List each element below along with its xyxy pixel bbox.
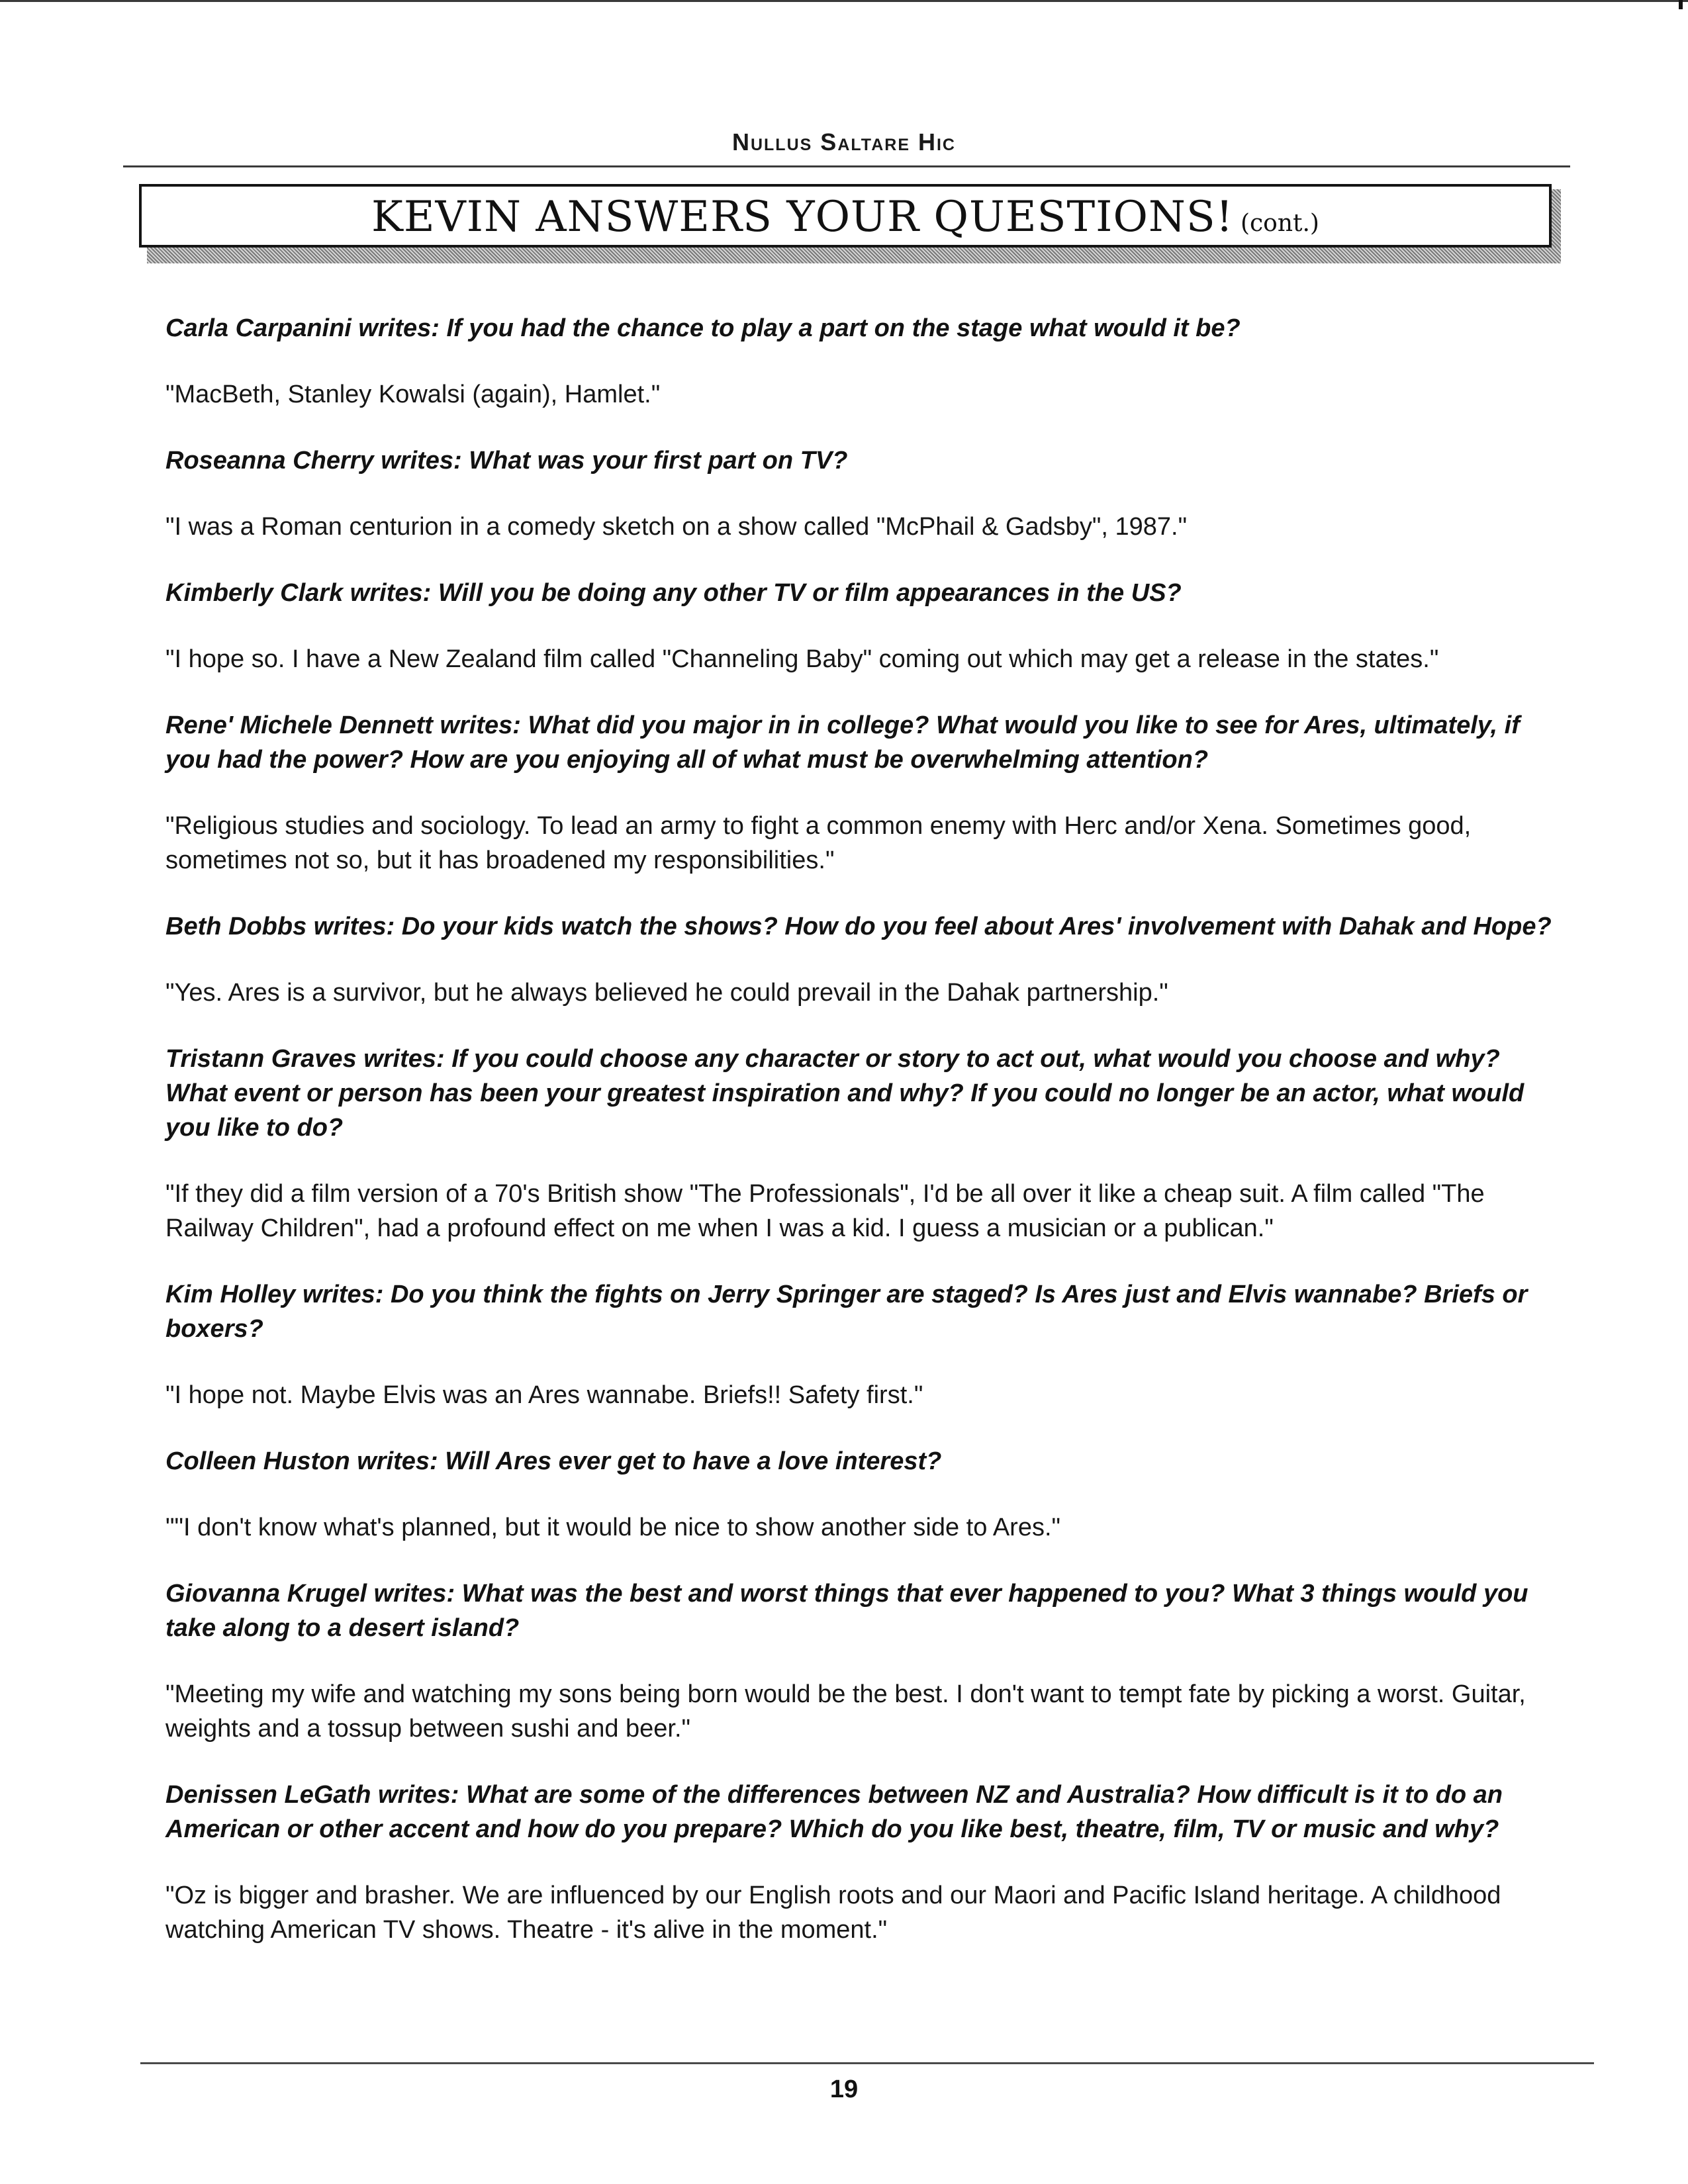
header-rule	[123, 165, 1570, 167]
qa-item	[165, 443, 1562, 544]
page-title: KEVIN ANSWERS YOUR QUESTIONS!	[371, 193, 1234, 242]
qa-item	[165, 1444, 1562, 1545]
question: Roseanna Cherry writes: What was your first part on TV?	[165, 447, 848, 475]
answer: "Yes. Ares is a survivor, but he always believed he could prevail in the Dahak partnership."	[165, 979, 1168, 1007]
question: Kimberly Clark writes: Will you be doing any other TV or film appearances in the US?	[165, 579, 1182, 607]
question: Giovanna Krugel writes: What was the best and worst things that ever happened to you? What 3 things would you take along to a desert island?	[165, 1580, 1528, 1642]
question: Kim Holley writes: Do you think the fights on Jerry Springer are staged? Is Ares just and Elvis wannabe? Briefs or boxers?	[165, 1281, 1528, 1343]
question: Rene' Michele Dennett writes: What did you major in in college? What would you like to see for Ares, ultimately, if you had the power? How are you enjoying all of what must be overwhelming attention?	[165, 711, 1520, 774]
page-title-continued: (cont.)	[1240, 210, 1319, 237]
answer: "Religious studies and sociology. To lead an army to fight a common enemy with Herc and/or Xena. Sometimes good, sometimes not so, but it has broadened my responsibilities."	[165, 812, 1472, 874]
question: Colleen Huston writes: Will Ares ever get to have a love interest?	[165, 1447, 942, 1475]
footer-rule	[140, 2062, 1594, 2064]
top-scan-mark	[1679, 0, 1683, 9]
qa-item	[165, 311, 1562, 412]
running-head: Nullus Saltare Hic	[731, 128, 956, 156]
qa-item	[165, 1042, 1562, 1246]
title-box	[139, 184, 1552, 248]
qa-item	[165, 1277, 1562, 1412]
qa-item	[165, 576, 1562, 676]
qa-item	[165, 1576, 1562, 1746]
qa-item	[165, 909, 1562, 1010]
answer: "I hope so. I have a New Zealand film called "Channeling Baby" coming out which may get a release in the states."	[165, 645, 1439, 673]
answer: "I hope not. Maybe Elvis was an Ares wannabe. Briefs!! Safety first."	[165, 1381, 923, 1409]
answer: "Meeting my wife and watching my sons being born would be the best. I don't want to tempt fate by picking a worst. Guitar, weights and a tossup between sushi and beer."	[165, 1680, 1526, 1743]
page-number: 19	[829, 2075, 859, 2103]
answer: "Oz is bigger and brasher. We are influenced by our English roots and our Maori and Pacific Island heritage. A childhood watching American TV shows. Theatre - it's alive in the moment."	[165, 1882, 1501, 1944]
qa-item	[165, 708, 1562, 878]
title-box-shadow-bottom	[147, 248, 1561, 263]
question: Denissen LeGath writes: What are some of the differences between NZ and Australia? How difficult is it to do an American or other accent and how do you prepare? Which do you like best, theatre, film, TV or music and why?	[165, 1781, 1503, 1843]
answer: "MacBeth, Stanley Kowalsi (again), Hamlet."	[165, 381, 661, 408]
qa-item	[165, 1778, 1562, 1947]
answer: ""I don't know what's planned, but it would be nice to show another side to Ares."	[165, 1514, 1061, 1541]
answer: "I was a Roman centurion in a comedy sketch on a show called "McPhail & Gadsby", 1987."	[165, 513, 1188, 541]
question: Tristann Graves writes: If you could choose any character or story to act out, what would you choose and why? What event or person has been your greatest inspiration and why? If you could no longer be an actor, what would you like to do?	[165, 1045, 1524, 1142]
qa-list	[165, 311, 1562, 1979]
answer: "If they did a film version of a 70's British show "The Professionals", I'd be all over it like a cheap suit. A film called "The Railway Children", had a profound effect on me when I was a kid. I guess a musician or a publican."	[165, 1180, 1485, 1242]
top-scan-rule	[0, 0, 1688, 2]
question: Beth Dobbs writes: Do your kids watch the shows? How do you feel about Ares' involvement with Dahak and Hope?	[165, 913, 1552, 940]
question: Carla Carpanini writes: If you had the chance to play a part on the stage what would it be?	[165, 314, 1241, 342]
